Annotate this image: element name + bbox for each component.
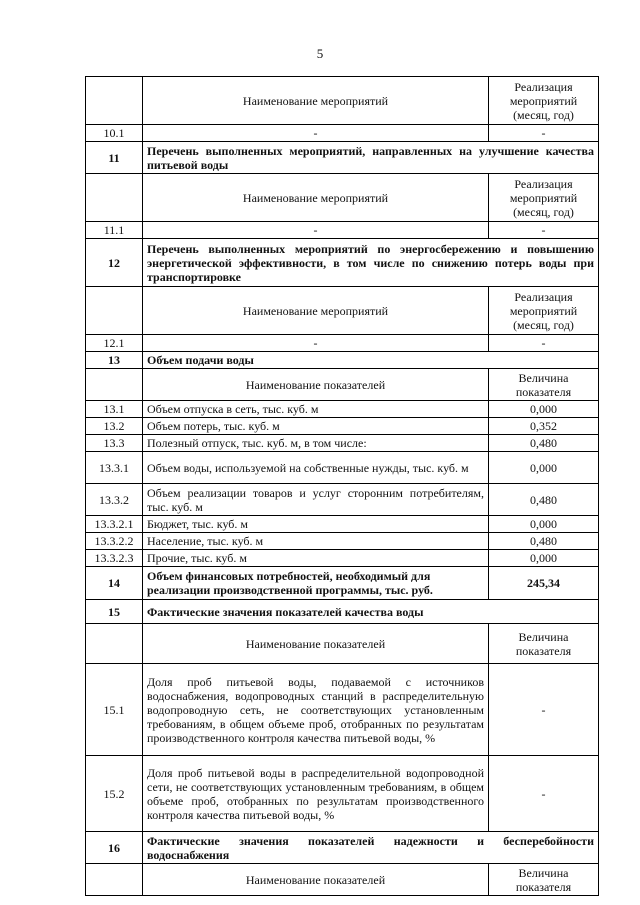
row-number: 13.3.2 <box>86 484 143 516</box>
row-value: 0,000 <box>489 516 599 533</box>
page-number: 5 <box>316 46 324 61</box>
header-name-cell: Наименование мероприятий <box>143 174 489 222</box>
table-header-row <box>86 369 599 401</box>
row-name: Прочие, тыс. куб. м <box>143 550 489 567</box>
section-number: 11 <box>86 142 143 174</box>
row-number: 15.2 <box>86 756 143 832</box>
section-value: 245,34 <box>489 567 599 600</box>
row-number: 13.3.2.2 <box>86 533 143 550</box>
table-row <box>86 335 599 352</box>
section-title: Перечень выполненных мероприятий по энергосбережению и повышению энергетической эффективности, в том числе по снижению потерь воды при транспортировке <box>143 239 599 287</box>
section-number: 13 <box>86 352 143 369</box>
row-number: 12.1 <box>86 335 143 352</box>
table-row <box>86 452 599 484</box>
header-num-cell <box>86 369 143 401</box>
section-row <box>86 600 599 624</box>
section-title: Объем финансовых потребностей, необходимый для реализации производственной программы, тыс. руб. <box>143 567 489 600</box>
row-number: 13.2 <box>86 418 143 435</box>
header-num-cell <box>86 624 143 664</box>
header-num-cell <box>86 174 143 222</box>
table-row <box>86 664 599 756</box>
header-num-cell <box>86 287 143 335</box>
header-value-cell: Величина показателя <box>489 369 599 401</box>
table-row <box>86 125 599 142</box>
section-number: 16 <box>86 832 143 864</box>
section-title: Фактические значения показателей надежности и бесперебойности водоснабжения <box>143 832 599 864</box>
row-number: 13.3.2.1 <box>86 516 143 533</box>
header-value-cell: Реализация мероприятий (месяц, год) <box>489 287 599 335</box>
header-name-cell: Наименование показателей <box>143 369 489 401</box>
section-title: Фактические значения показателей качества воды <box>143 600 599 624</box>
table-header-row <box>86 287 599 335</box>
table-row <box>86 756 599 832</box>
header-num-cell <box>86 864 143 896</box>
row-value: 0,352 <box>489 418 599 435</box>
header-name-cell: Наименование мероприятий <box>143 287 489 335</box>
section-number: 14 <box>86 567 143 600</box>
table-row <box>86 222 599 239</box>
row-value: - <box>489 756 599 832</box>
table-row <box>86 550 599 567</box>
table-header-row <box>86 174 599 222</box>
row-value: 0,000 <box>489 401 599 418</box>
table-row <box>86 435 599 452</box>
row-number: 15.1 <box>86 664 143 756</box>
header-name-cell: Наименование показателей <box>143 864 489 896</box>
header-value-cell: Реализация мероприятий (месяц, год) <box>489 174 599 222</box>
section-number: 15 <box>86 600 143 624</box>
section-row <box>86 352 599 369</box>
table-row <box>86 401 599 418</box>
table-row <box>86 533 599 550</box>
row-value: - <box>489 664 599 756</box>
row-name: Объем реализации товаров и услуг сторонним потребителям, тыс. куб. м <box>143 484 489 516</box>
table-row <box>86 516 599 533</box>
row-name: Объем воды, используемой на собственные нужды, тыс. куб. м <box>143 452 489 484</box>
row-number: 13.3.2.3 <box>86 550 143 567</box>
section-row <box>86 832 599 864</box>
row-number: 11.1 <box>86 222 143 239</box>
row-name: Доля проб питьевой воды в распределительной водопроводной сети, не соответствующих установленным требованиям, в общем объеме проб, отобранных по результатам производственного контроля качества питьевой воды, % <box>143 756 489 832</box>
row-name: Полезный отпуск, тыс. куб. м, в том числе: <box>143 435 489 452</box>
row-value: 0,480 <box>489 484 599 516</box>
section-row <box>86 239 599 287</box>
row-number: 13.1 <box>86 401 143 418</box>
header-num-cell <box>86 77 143 125</box>
section-row <box>86 567 599 600</box>
section-number: 12 <box>86 239 143 287</box>
row-value: - <box>489 125 599 142</box>
row-name: Доля проб питьевой воды, подаваемой с источников водоснабжения, водопроводных станций в распределительную водопроводную сеть, не соответствующих установленным требованиям, в общем объеме проб, отобранных по результатам производственного контроля качества питьевой воды, % <box>143 664 489 756</box>
row-value: - <box>489 335 599 352</box>
row-value: 0,000 <box>489 550 599 567</box>
row-value: 0,480 <box>489 533 599 550</box>
row-name: Бюджет, тыс. куб. м <box>143 516 489 533</box>
table-row <box>86 484 599 516</box>
row-value: 0,480 <box>489 435 599 452</box>
row-number: 13.3.1 <box>86 452 143 484</box>
row-name: - <box>143 125 489 142</box>
header-name-cell: Наименование мероприятий <box>143 77 489 125</box>
header-value-cell: Реализация мероприятий (месяц, год) <box>489 77 599 125</box>
table-row <box>86 418 599 435</box>
indicators-table <box>85 76 599 896</box>
section-title: Перечень выполненных мероприятий, направленных на улучшение качества питьевой воды <box>143 142 599 174</box>
table-header-row <box>86 624 599 664</box>
header-value-cell: Величина показателя <box>489 624 599 664</box>
row-name: - <box>143 222 489 239</box>
row-name: Население, тыс. куб. м <box>143 533 489 550</box>
header-value-cell: Величина показателя <box>489 864 599 896</box>
section-title: Объем подачи воды <box>143 352 599 369</box>
table-header-row <box>86 77 599 125</box>
row-number: 10.1 <box>86 125 143 142</box>
row-value: 0,000 <box>489 452 599 484</box>
section-row <box>86 142 599 174</box>
row-name: Объем потерь, тыс. куб. м <box>143 418 489 435</box>
row-name: Объем отпуска в сеть, тыс. куб. м <box>143 401 489 418</box>
table-header-row <box>86 864 599 896</box>
header-name-cell: Наименование показателей <box>143 624 489 664</box>
row-name: - <box>143 335 489 352</box>
row-number: 13.3 <box>86 435 143 452</box>
row-value: - <box>489 222 599 239</box>
